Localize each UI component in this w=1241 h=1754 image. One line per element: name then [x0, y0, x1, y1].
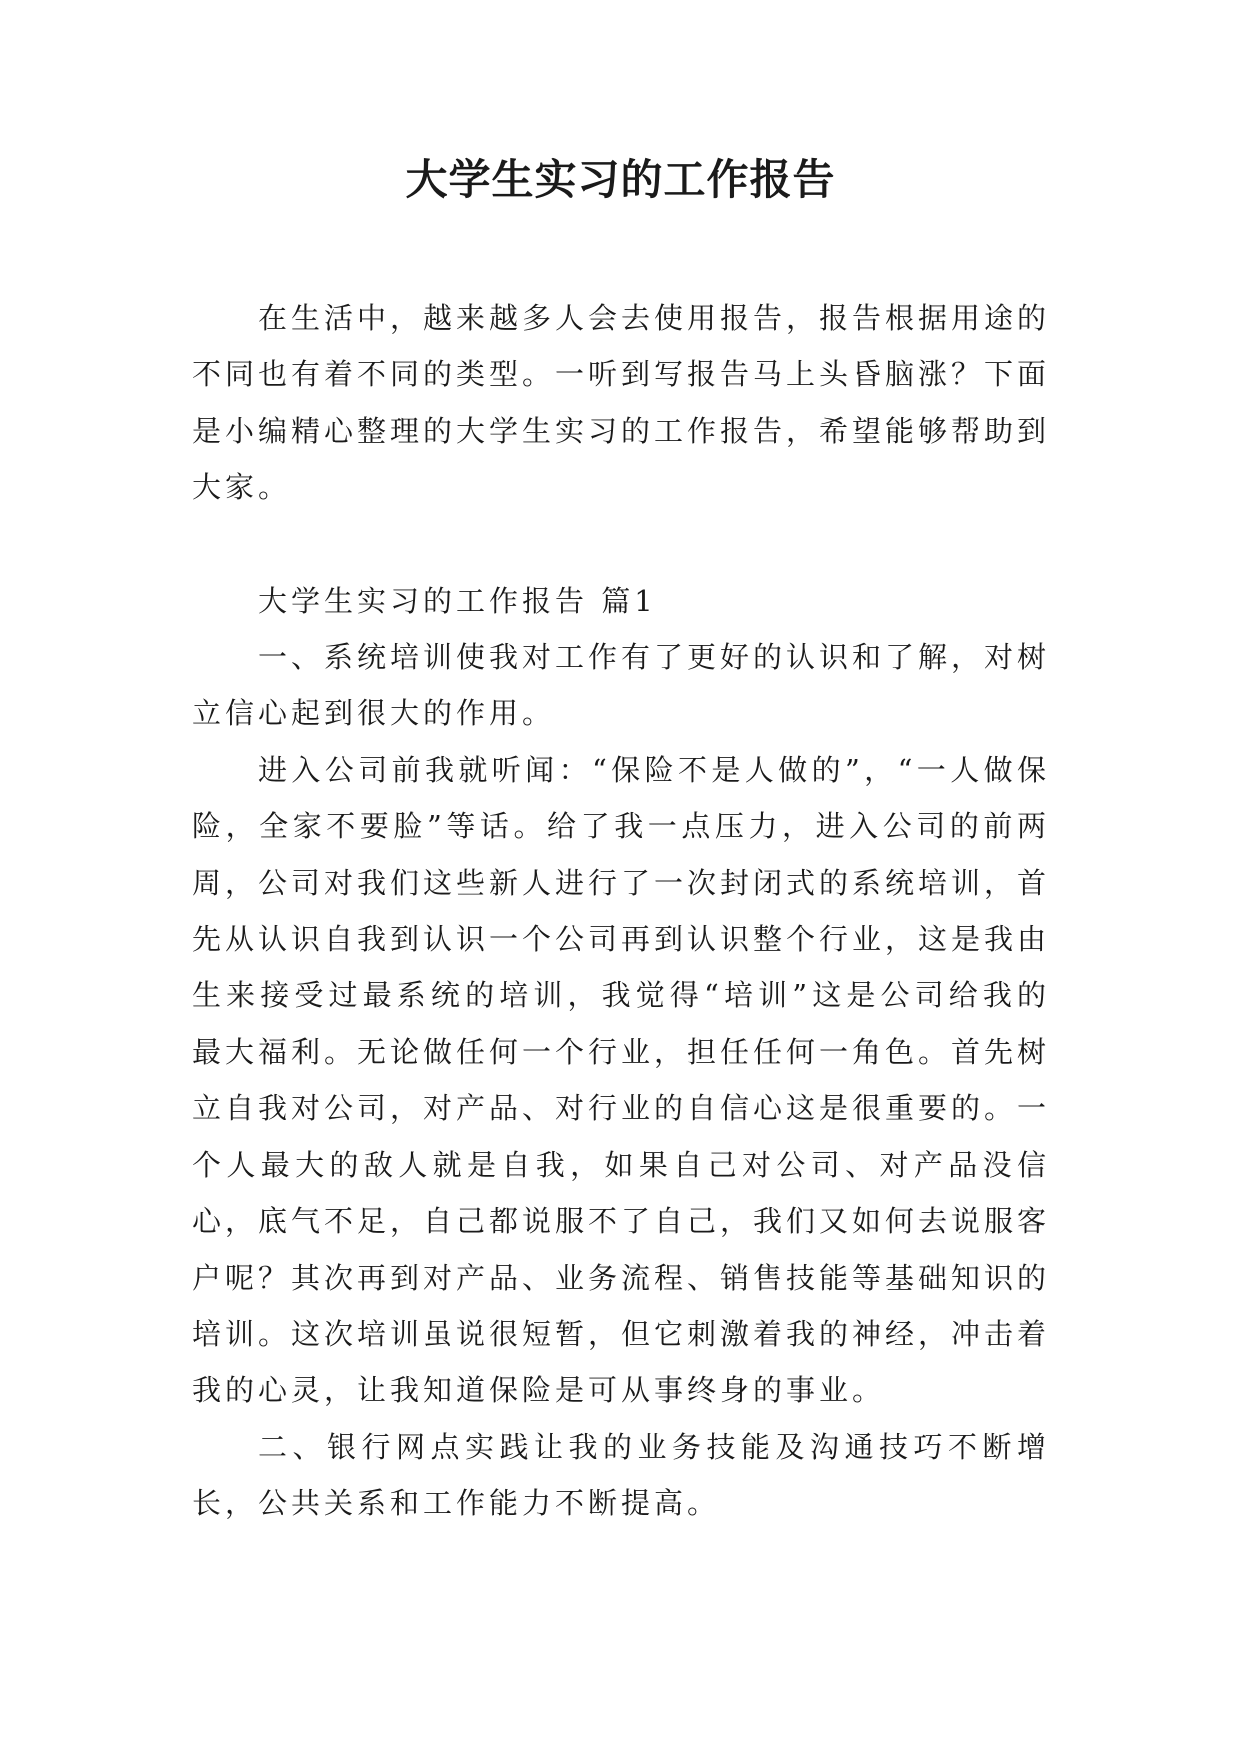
body-paragraph-2: 进入公司前我就听闻：“保险不是人做的”，“一人做保险，全家不要脸”等话。给了我一点压力，进入公司的前两周，公司对我们这些新人进行了一次封闭式的系统培训，首先从认识自我到认识一个公司再到认识整个行业，这是我由生来接受过最系统的培训，我觉得“培训”这是公司给我的最大福利。无论做任何一个行业，担任任何一角色。首先树立自我对公司，对产品、对行业的自信心这是很重要的。一个人最大的敌人就是自我，如果自己对公司、对产品没信心，底气不足，自己都说服不了自己，我们又如何去说服客户呢？其次再到对产品、业务流程、销售技能等基础知识的培训。这次培训虽说很短暂，但它刺激着我的神经，冲击着我的心灵，让我知道保险是可从事终身的事业。	[192, 752, 1051, 1408]
section-heading: 大学生实习的工作报告 篇1	[258, 583, 657, 618]
intro-paragraph: 在生活中，越来越多人会去使用报告，报告根据用途的不同也有着不同的类型。一听到写报告马上头昏脑涨？下面是小编精心整理的大学生实习的工作报告，希望能够帮助到大家。	[192, 301, 1051, 505]
body-paragraph-1: 一、系统培训使我对工作有了更好的认识和了解，对树立信心起到很大的作用。	[192, 640, 1051, 731]
body-paragraph-3: 二、银行网点实践让我的业务技能及沟通技巧不断增长，公共关系和工作能力不断提高。	[192, 1429, 1050, 1521]
document-title: 大学生实习的工作报告	[405, 155, 836, 204]
document-body	[192, 290, 1050, 1532]
paragraph-gap	[192, 516, 1050, 573]
